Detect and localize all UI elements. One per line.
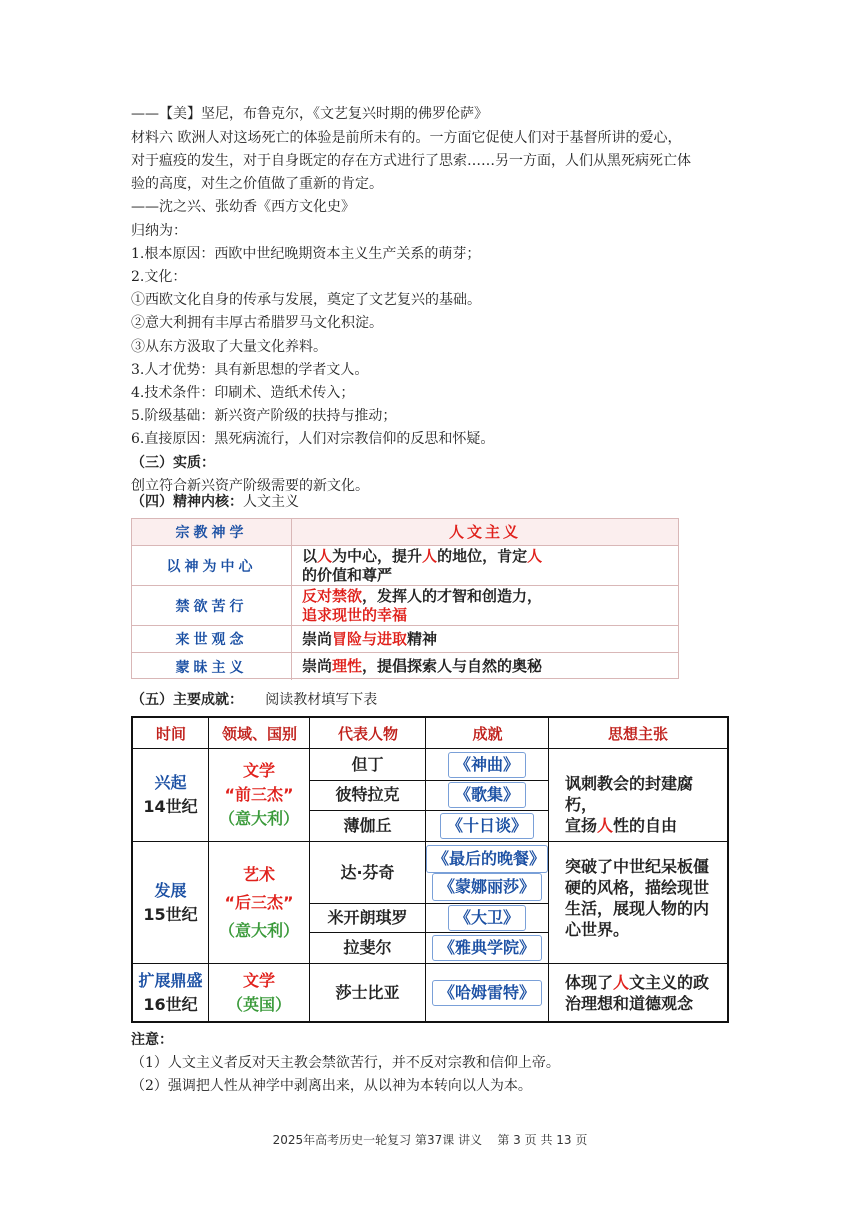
thought-cell <box>565 773 715 836</box>
text-span: 讽刺教会的封建腐朽， <box>565 774 694 814</box>
text-span: 性的自由 <box>613 816 678 835</box>
summary-item-1: 1.根本原因：西欧中世纪晚期资本主义生产关系的萌芽； <box>131 246 481 262</box>
person-cell: 薄伽丘 <box>343 815 392 835</box>
thought-cell <box>565 972 723 1014</box>
century-label: 15世纪 <box>143 904 198 924</box>
century-label: 16世纪 <box>143 994 198 1014</box>
person-cell: 彼特拉克 <box>335 785 400 804</box>
text-span: 的价值和尊严 <box>302 565 393 584</box>
compare-right-cell <box>292 626 678 652</box>
header-works: 成就 <box>426 718 549 749</box>
humanism-comparison-table <box>131 518 679 679</box>
text-span: 以 <box>302 546 318 565</box>
work-title: 《神曲》 <box>448 752 526 778</box>
section-3-title: （三）实质： <box>131 455 215 471</box>
work-cell <box>426 903 548 932</box>
material-6-line-2: 对于瘟疫的发生，对于自身既定的存在方式进行了思索……另一方面，人们从黑死病死亡体 <box>131 153 691 169</box>
compare-left-cell: 蒙昧主义 <box>132 653 292 680</box>
compare-row <box>132 626 678 653</box>
text-span: 为中心，提升 <box>332 546 423 565</box>
note-item: （1）人文主义者反对天主教会禁欲苦行，并不反对宗教和信仰上帝。 <box>131 1055 560 1071</box>
field-label: 艺术 <box>242 864 275 884</box>
work-cell <box>426 780 548 810</box>
highlight-span: 反对禁欲 <box>302 586 363 605</box>
phase-label: 兴起 <box>154 773 187 792</box>
field-cell <box>209 749 309 841</box>
text-span: 崇尚 <box>302 629 333 648</box>
section-4-text: 人文主义 <box>243 494 299 510</box>
footer-title: 2025年高考历史一轮复习 第37课 讲义 <box>272 1133 483 1147</box>
phase-label: 发展 <box>154 880 187 900</box>
page-number: 第 3 页 共 13 页 <box>497 1133 588 1147</box>
section-4-heading <box>131 492 299 512</box>
work-cell <box>426 964 548 1021</box>
source-citation-2: ——沈之兴、张幼香《西方文化史》 <box>131 199 355 215</box>
header-field: 领域、国别 <box>209 718 310 749</box>
work-title: 《蒙娜丽莎》 <box>432 873 542 901</box>
work-cell <box>426 932 548 963</box>
section-5-title: （五）主要成就： <box>131 692 243 708</box>
field-label: 文学 <box>242 761 275 780</box>
grid-line <box>548 718 549 1021</box>
person-cell: 米开朗琪罗 <box>327 907 408 927</box>
notes-heading: 注意： <box>131 1032 173 1048</box>
achievements-table <box>131 716 729 1023</box>
work-cell <box>426 749 548 780</box>
summary-sub-3: ③从东方汲取了大量文化养料。 <box>131 339 327 355</box>
work-title: 《大卫》 <box>448 905 526 931</box>
text-span: ，发挥人的才智和创造力， <box>362 586 543 605</box>
highlight-span: 理性 <box>332 657 363 675</box>
summary-item-4: 4.技术条件：印刷术、造纸术传入； <box>131 385 355 401</box>
field-cell <box>209 842 309 963</box>
text-span: 文主义的政治理想和道德观念 <box>565 973 710 1013</box>
compare-right-cell <box>292 546 678 585</box>
material-6-line-1: 材料六 欧洲人对这场死亡的体验是前所未有的。一方面它促使人们对于基督所讲的爱心， <box>131 130 682 146</box>
country-label: （意大利） <box>218 809 299 828</box>
person-cell: 达·芬奇 <box>340 862 395 882</box>
work-title: 《歌集》 <box>448 782 526 808</box>
header-people: 代表人物 <box>310 718 426 749</box>
person-cell: 莎士比亚 <box>335 982 400 1002</box>
compare-header-row <box>132 519 678 546</box>
text-span: ，提倡探索人与自然的奥秘 <box>362 657 543 675</box>
person-cell: 但丁 <box>351 754 384 774</box>
text-span: 崇尚 <box>302 657 333 675</box>
highlight-span: 人 <box>613 973 630 992</box>
thought-cell: 突破了中世纪呆板僵硬的风格，描绘现世生活，展现人物的内心世界。 <box>565 857 710 939</box>
highlight-span: 追求现世的幸福 <box>302 605 408 624</box>
compare-row <box>132 653 678 680</box>
country-label: （英国） <box>226 994 291 1014</box>
highlight-span: 冒险与进取 <box>332 629 408 648</box>
period-cell <box>133 842 208 963</box>
country-label: （意大利） <box>218 920 299 940</box>
work-title: 《哈姆雷特》 <box>432 980 542 1006</box>
section-4-title: （四）精神内核： <box>131 494 243 510</box>
highlight-span: 人 <box>527 546 543 565</box>
work-cell <box>426 842 548 903</box>
field-cell <box>209 964 309 1021</box>
group-label: “后三杰” <box>224 892 294 912</box>
summary-heading: 归纳为： <box>131 223 187 239</box>
compare-left-header: 宗教神学 <box>132 519 292 545</box>
summary-sub-1: ①西欧文化自身的传承与发展，奠定了文艺复兴的基础。 <box>131 292 481 308</box>
section-3-heading <box>131 453 215 473</box>
text-span: 宣扬 <box>565 816 598 835</box>
summary-sub-2: ②意大利拥有丰厚古希腊罗马文化积淀。 <box>131 315 383 331</box>
compare-left-cell: 禁欲苦行 <box>132 586 292 625</box>
summary-item-2: 2.文化： <box>131 269 187 285</box>
section-3-text: 创立符合新兴资产阶级需要的新文化。 <box>131 478 369 494</box>
page-footer <box>0 1131 860 1148</box>
highlight-span: 人 <box>597 816 614 835</box>
header-thought: 思想主张 <box>549 718 727 749</box>
summary-item-5: 5.阶级基础：新兴资产阶级的扶持与推动； <box>131 408 397 424</box>
text-span: 的地位，肯定 <box>437 546 528 565</box>
field-label: 文学 <box>242 970 275 990</box>
highlight-span: 人 <box>422 546 438 565</box>
summary-item-3: 3.人才优势：具有新思想的学者文人。 <box>131 362 369 378</box>
work-cell <box>426 810 548 841</box>
period-cell <box>133 749 208 841</box>
text-span: 精神 <box>407 629 438 648</box>
compare-row <box>132 586 678 626</box>
group-label: “前三杰” <box>224 785 294 804</box>
section-5-text: 阅读教材填写下表 <box>265 692 378 708</box>
compare-left-cell: 以神为中心 <box>132 546 292 585</box>
period-cell <box>133 964 208 1021</box>
section-5-heading <box>131 690 377 710</box>
century-label: 14世纪 <box>143 797 198 816</box>
summary-item-6: 6.直接原因：黑死病流行，人们对宗教信仰的反思和怀疑。 <box>131 431 495 447</box>
compare-right-cell <box>292 586 678 625</box>
highlight-span: 人 <box>317 546 333 565</box>
person-cell: 拉斐尔 <box>343 937 392 957</box>
work-title: 《最后的晚餐》 <box>426 845 548 873</box>
source-citation-1: ——【美】坚尼，布鲁克尔，《文艺复兴时期的佛罗伦萨》 <box>131 106 488 122</box>
header-time: 时间 <box>133 718 209 749</box>
text-span: 体现了 <box>565 973 614 992</box>
compare-right-cell <box>292 653 678 680</box>
compare-right-header: 人文主义 <box>292 519 678 545</box>
compare-left-cell: 来世观念 <box>132 626 292 652</box>
work-title: 《十日谈》 <box>440 813 534 839</box>
work-title: 《雅典学院》 <box>432 935 542 961</box>
compare-row <box>132 546 678 586</box>
material-6-line-3: 验的高度，对生之价值做了重新的肯定。 <box>131 176 383 192</box>
note-item: （2）强调把人性从神学中剥离出来，从以神为本转向以人为本。 <box>131 1078 532 1094</box>
phase-label: 扩展鼎盛 <box>138 970 203 990</box>
